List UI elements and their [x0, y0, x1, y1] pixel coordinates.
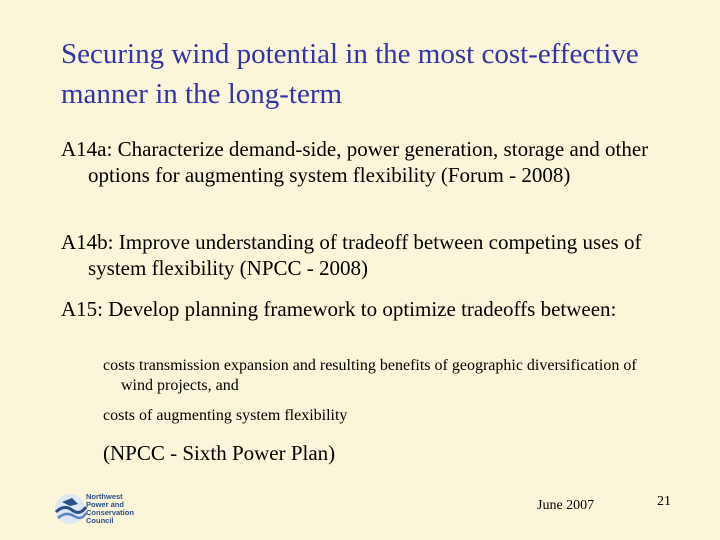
- sub-bullet-flexibility: costs of augmenting system flexibility: [103, 407, 348, 424]
- slide-title: Securing wind potential in the most cost-effective manner in the long-term: [61, 38, 639, 110]
- council-logo-text: [86, 493, 134, 525]
- logo-line: Northwest: [86, 492, 123, 501]
- logo-line: Council: [86, 516, 114, 525]
- logo-line: Power and: [86, 500, 124, 509]
- sub-bullet-transmission: costs transmission expansion and resulting benefits of geographic diversification of wind projects, and: [103, 357, 637, 394]
- logo-line: Conservation: [86, 508, 134, 517]
- bullet-a14b: A14b: Improve understanding of tradeoff between competing uses of system flexibility (NPCC - 2008): [61, 230, 642, 280]
- source-note: (NPCC - Sixth Power Plan): [103, 441, 336, 465]
- footer-date: June 2007: [537, 498, 595, 513]
- bullet-a15: A15: Develop planning framework to optimize tradeoffs between:: [61, 297, 617, 321]
- page-number: 21: [657, 494, 671, 509]
- bullet-a14a: A14a: Characterize demand-side, power generation, storage and other options for augmenting system flexibility (Forum - 2008): [61, 137, 649, 187]
